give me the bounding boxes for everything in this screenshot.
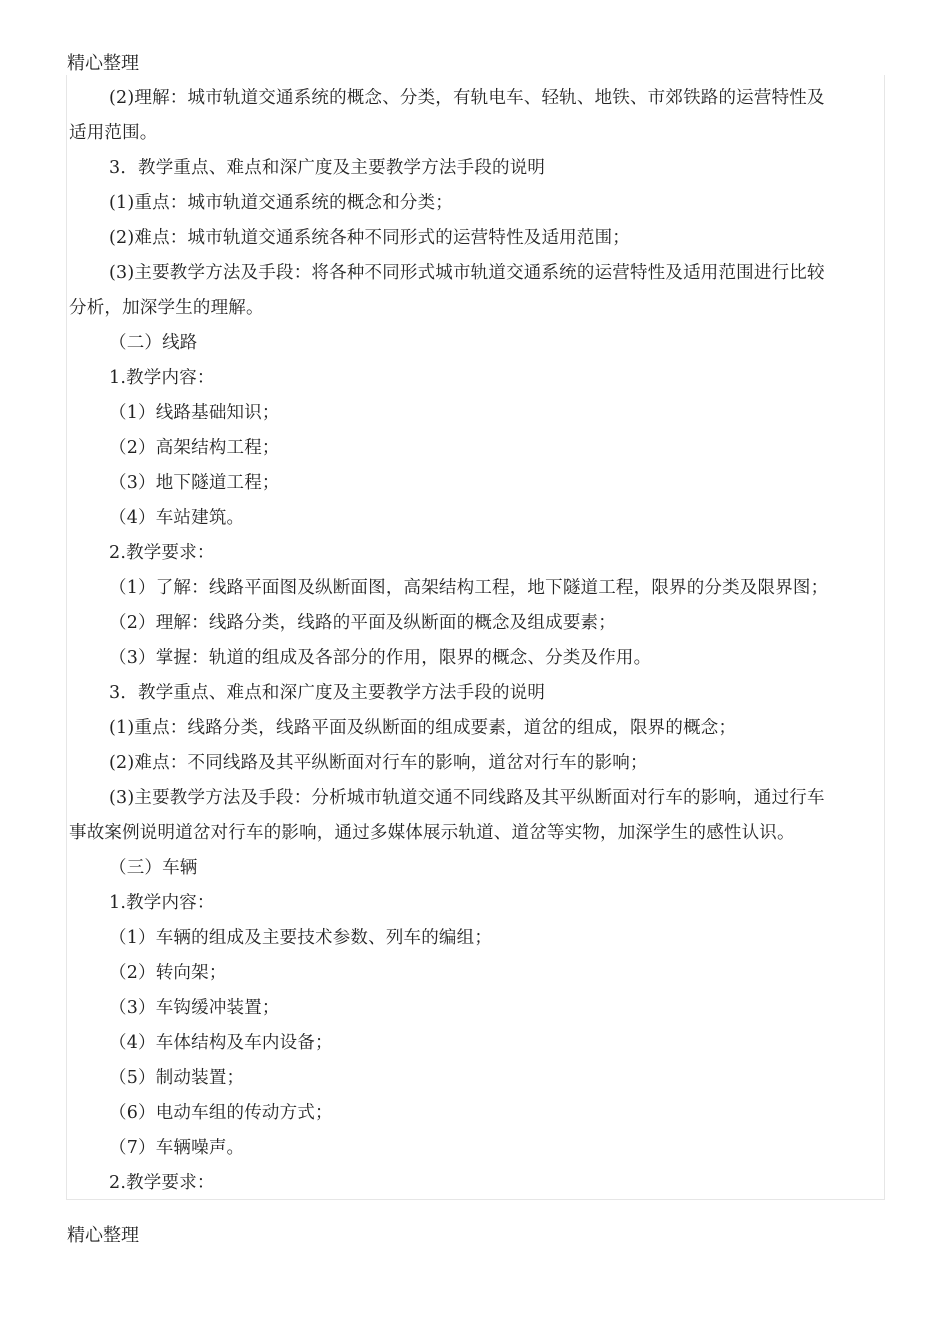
text-line: 事故案例说明道岔对行车的影响，通过多媒体展示轨道、道岔等实物，加深学生的感性认识。 (69, 823, 795, 843)
text-line: (1)重点：城市轨道交通系统的概念和分类； (109, 193, 453, 213)
list-item: （1）线路基础知识； (109, 403, 280, 423)
section-heading: （三）车辆 (109, 858, 198, 878)
text-line: (2)理解：城市轨道交通系统的概念、分类，有轨电车、轻轨、地铁、市郊铁路的运营特性及 (109, 88, 825, 108)
list-item: （7）车辆噪声。 (109, 1138, 245, 1158)
list-item: （1）车辆的组成及主要技术参数、列车的编组； (109, 928, 493, 948)
list-item: （3）掌握：轨道的组成及各部分的作用，限界的概念、分类及作用。 (109, 648, 652, 668)
text-line: 分析，加深学生的理解。 (69, 298, 264, 318)
list-item: （6）电动车组的传动方式； (109, 1103, 333, 1123)
text-line: (1)重点：线路分类，线路平面及纵断面的组成要素，道岔的组成，限界的概念； (109, 718, 737, 738)
footer-note: 精心整理 (67, 1225, 139, 1246)
text-line: 2.教学要求： (109, 543, 215, 563)
list-item: （3）地下隧道工程； (109, 473, 280, 493)
list-item: （5）制动装置； (109, 1068, 245, 1088)
text-line: 1.教学内容： (109, 368, 215, 388)
list-item: （4）车站建筑。 (109, 508, 245, 528)
list-item: （2）转向架； (109, 963, 227, 983)
section-heading: 3．教学重点、难点和深广度及主要教学方法手段的说明 (109, 158, 546, 178)
header-note: 精心整理 (67, 53, 139, 74)
text-line: 适用范围。 (69, 123, 158, 143)
section-heading: （二）线路 (109, 333, 198, 353)
list-item: （4）车体结构及车内设备； (109, 1033, 333, 1053)
text-line: 2.教学要求： (109, 1173, 215, 1193)
list-item: （2）理解：线路分类，线路的平面及纵断面的概念及组成要素； (109, 613, 616, 633)
text-line: (3)主要教学方法及手段：将各种不同形式城市轨道交通系统的运营特性及适用范围进行比较 (109, 263, 825, 283)
text-line: (3)主要教学方法及手段：分析城市轨道交通不同线路及其平纵断面对行车的影响，通过行车 (109, 788, 825, 808)
text-line: (2)难点：城市轨道交通系统各种不同形式的运营特性及适用范围； (109, 228, 630, 248)
list-item: （1）了解：线路平面图及纵断面图，高架结构工程，地下隧道工程，限界的分类及限界图； (109, 578, 829, 598)
list-item: （2）高架结构工程； (109, 438, 280, 458)
section-heading: 3．教学重点、难点和深广度及主要教学方法手段的说明 (109, 683, 546, 703)
text-line: 1.教学内容： (109, 893, 215, 913)
text-line: (2)难点：不同线路及其平纵断面对行车的影响，道岔对行车的影响； (109, 753, 648, 773)
document-body (66, 75, 885, 1200)
list-item: （3）车钩缓冲装置； (109, 998, 280, 1018)
